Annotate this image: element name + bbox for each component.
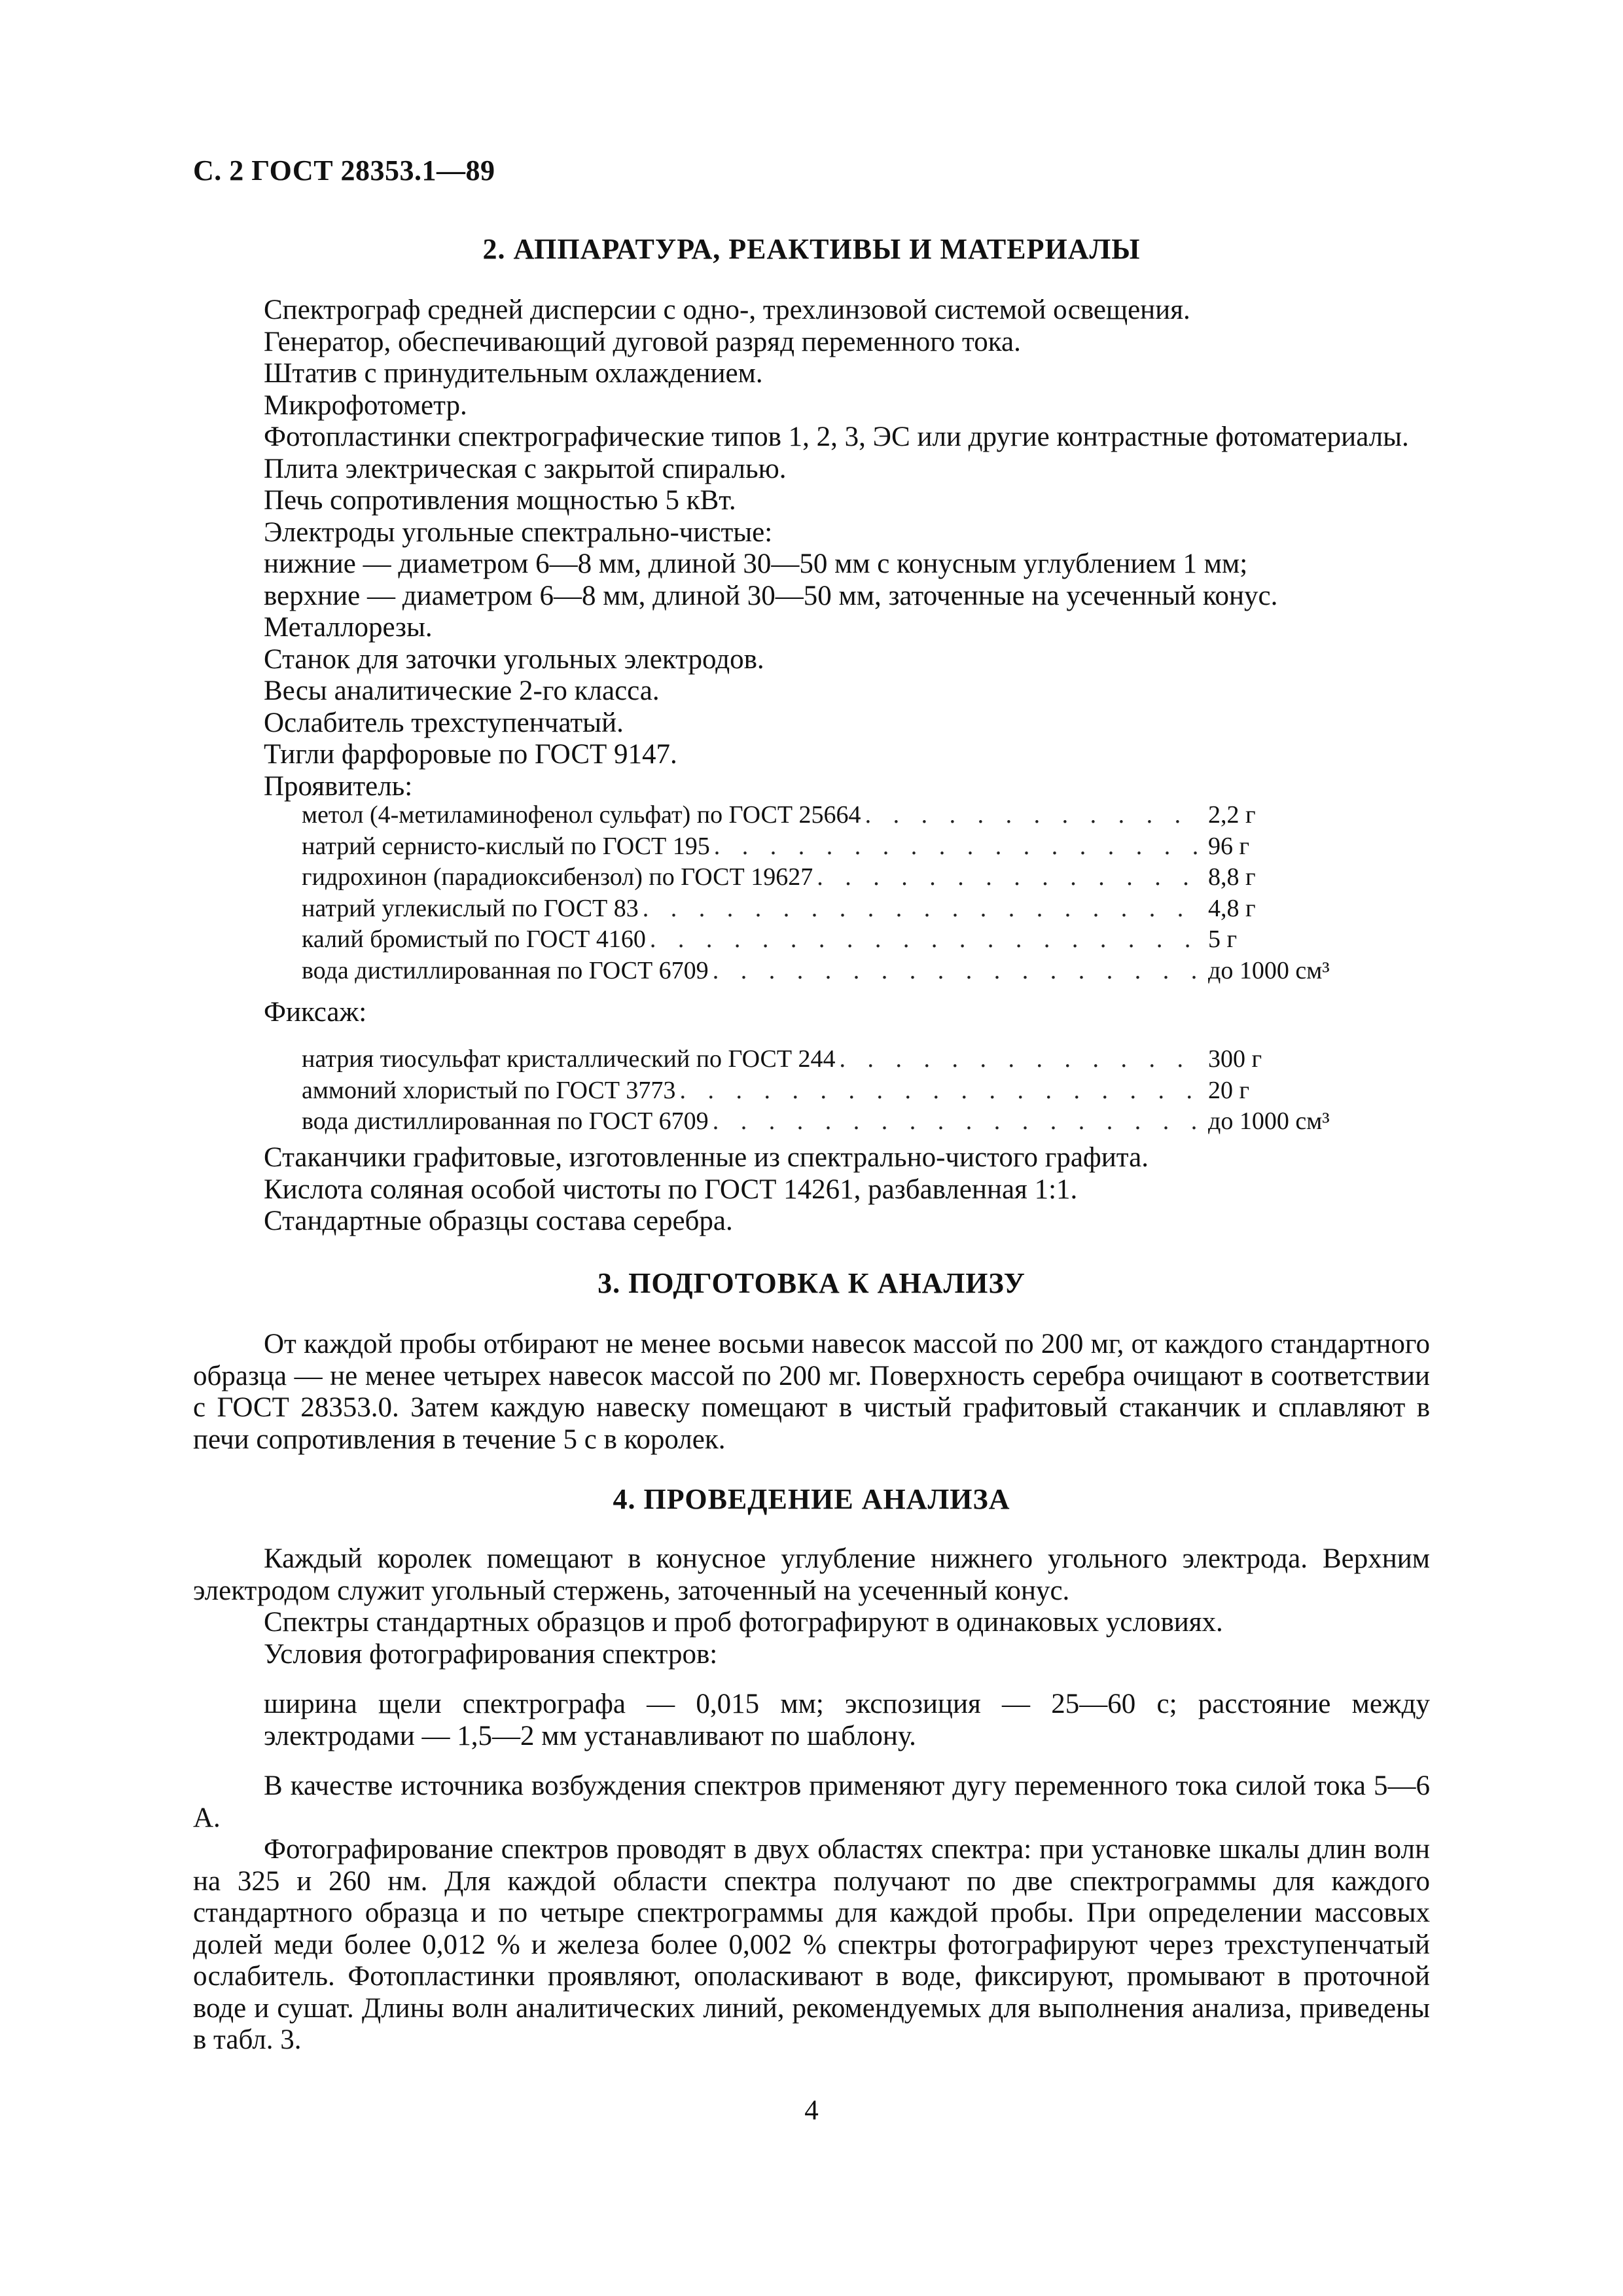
list-item: Ослабитель трехступенчатый. [264, 707, 624, 738]
paragraph: Фотографирование спектров проводят в двух областях спектра: при установке шкалы длин волн на 325 и 260 нм. Для каждой области спектра получают по две спектрограммы для каждого стандартного образца и по четыре спектрограммы для каждой пробы. При определении массовых долей меди более 0,012 % и железа более 0,002 % спектры фотографируют через трехступенчатый ослабитель. Фотопластинки проявляют, ополаскивают в воде, фиксируют, промывают в проточной воде и сушат. Длины волн аналитических линий, рекомендуемых для выполнения анализа, приведены в табл. 3. [193, 1834, 1430, 2055]
reagent-name: натрий сернисто-кислый по ГОСТ 195 [302, 832, 710, 860]
fixer-recipe [302, 1044, 1349, 1138]
section-4-title: 4. ПРОВЕДЕНИЕ АНАЛИЗА [613, 1483, 1010, 1515]
recipe-row [302, 924, 1349, 956]
paragraph: Каждый королек помещают в конусное углубление нижнего угольного электрода. Верхним электродом служит угольный стержень, заточенный на усеченный конус. [193, 1543, 1430, 1606]
section-3-title: 3. ПОДГОТОВКА К АНАЛИЗУ [597, 1267, 1026, 1299]
reagent-quantity: 20 г [1208, 1076, 1250, 1104]
reagent-name: вода дистиллированная по ГОСТ 6709 [302, 956, 709, 984]
paragraph: Условия фотографирования спектров: [264, 1638, 718, 1670]
recipe-row [302, 1044, 1349, 1075]
equipment-list [264, 295, 1520, 802]
recipe-row [302, 800, 1349, 831]
list-item: Весы аналитические 2-го класса. [264, 675, 660, 706]
recipe-row [302, 893, 1349, 925]
reagent-quantity: 4,8 г [1208, 894, 1256, 922]
list-item: Печь сопротивления мощностью 5 кВт. [264, 485, 736, 516]
list-item: Проявитель: [264, 770, 413, 802]
leader-dots [679, 1075, 1204, 1107]
leader-dots [714, 831, 1204, 863]
reagent-quantity: до 1000 см³ [1208, 956, 1330, 984]
list-item: Спектрограф средней дисперсии с одно-, трехлинзовой системой освещения. [264, 295, 1190, 325]
reagent-name: аммоний хлористый по ГОСТ 3773 [302, 1076, 676, 1104]
leader-dots [713, 1106, 1204, 1138]
list-item: Генератор, обеспечивающий дуговой разряд переменного тока. [264, 326, 1021, 357]
list-item: Тигли фарфоровые по ГОСТ 9147. [264, 739, 677, 770]
leader-dots [713, 956, 1204, 987]
list-item: Стаканчики графитовые, изготовленные из спектрально-чистого графита. [264, 1142, 1149, 1173]
reagent-name: вода дистиллированная по ГОСТ 6709 [302, 1107, 709, 1135]
reagent-name: натрий углекислый по ГОСТ 83 [302, 894, 639, 922]
recipe-row [302, 956, 1349, 987]
list-item: Металлорезы. [264, 612, 433, 643]
reagent-quantity: 8,8 г [1208, 863, 1256, 891]
list-item: Станок для заточки угольных электродов. [264, 643, 764, 675]
list-item: Штатив с принудительным охлаждением. [264, 358, 763, 389]
reagent-quantity: до 1000 см³ [1208, 1107, 1330, 1135]
reagent-quantity: 2,2 г [1208, 801, 1256, 829]
list-item: Микрофотометр. [264, 389, 467, 421]
leader-dots [817, 862, 1204, 893]
reagent-name: калий бромистый по ГОСТ 4160 [302, 925, 646, 953]
fixer-label: Фиксаж: [264, 997, 367, 1028]
paragraph: От каждой пробы отбирают не менее восьми навесок массой по 200 мг, от каждого стандартного образца — не менее четырех навесок массой по 200 мг. Поверхность серебра очищают в соответствии с ГОСТ 28353.0. Затем каждую навеску помещают в чистый графитовый стаканчик и сплавляют в печи сопротивления в течение 5 с в королек. [193, 1329, 1430, 1455]
leader-dots [650, 924, 1204, 956]
leader-dots [643, 893, 1204, 925]
reagent-name: натрия тиосульфат кристаллический по ГОСТ 244 [302, 1045, 836, 1073]
page-number: 4 [804, 2095, 819, 2126]
reagent-quantity: 5 г [1208, 925, 1238, 953]
list-item: верхние — диаметром 6—8 мм, длиной 30—50 мм, заточенные на усеченный конус. [264, 580, 1278, 611]
leader-dots [840, 1044, 1204, 1075]
list-item: нижние — диаметром 6—8 мм, длиной 30—50 мм с конусным углублением 1 мм; [264, 548, 1248, 579]
document-code: С. 2 ГОСТ 28353.1—89 [193, 154, 495, 187]
recipe-row [302, 831, 1349, 863]
list-item: Электроды угольные спектрально-чистые: [264, 516, 773, 548]
recipe-row [302, 862, 1349, 893]
reagent-name: гидрохинон (парадиоксибензол) по ГОСТ 19627 [302, 863, 813, 891]
list-item: Фотопластинки спектрографические типов 1, 2, 3, ЭС или другие контрастные фотоматериалы. [264, 422, 1409, 452]
list-item: Стандартные образцы состава серебра. [264, 1206, 733, 1236]
reagent-quantity: 96 г [1208, 832, 1250, 860]
paragraph: ширина щели спектрографа — 0,015 мм; экспозиция — 25—60 с; расстояние между электродами — 1,5—2 мм устанавливают по шаблону. [264, 1689, 1430, 1751]
section-2-title: 2. АППАРАТУРА, РЕАКТИВЫ И МАТЕРИАЛЫ [482, 233, 1141, 265]
paragraph: В качестве источника возбуждения спектров применяют дугу переменного тока силой тока 5—6 А. [193, 1770, 1430, 1833]
recipe-row [302, 1106, 1349, 1138]
section-4-body [193, 1543, 1430, 2056]
developer-recipe [302, 800, 1349, 986]
reagent-quantity: 300 г [1208, 1045, 1262, 1073]
reagent-name: метол (4-метиламинофенол сульфат) по ГОСТ 25664 [302, 801, 861, 829]
leader-dots [865, 800, 1204, 831]
materials-list-tail [264, 1142, 1520, 1238]
list-item: Кислота соляная особой чистоты по ГОСТ 14261, разбавленная 1:1. [264, 1174, 1078, 1205]
section-3-body [193, 1329, 1430, 1456]
recipe-row [302, 1075, 1349, 1107]
list-item: Плита электрическая с закрытой спиралью. [264, 453, 787, 484]
paragraph: Спектры стандартных образцов и проб фотографируют в одинаковых условиях. [264, 1607, 1223, 1638]
